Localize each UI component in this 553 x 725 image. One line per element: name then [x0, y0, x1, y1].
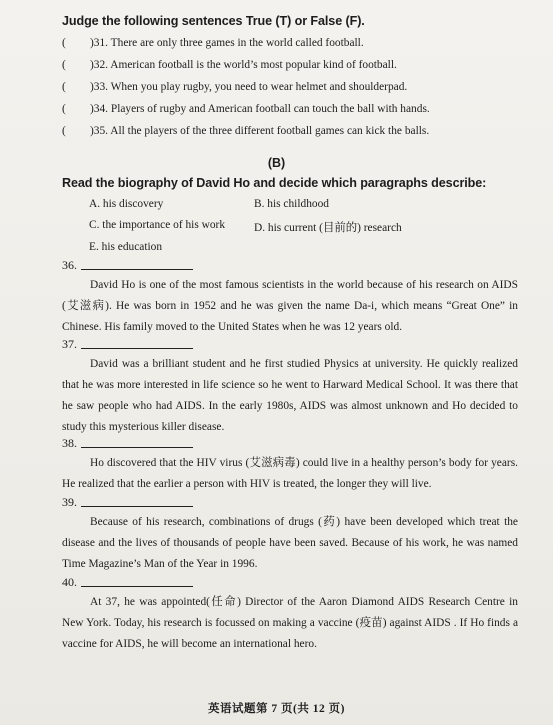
- tf-item-text: )33. When you play rugby, you need to wear helmet and shoulderpad.: [90, 81, 408, 93]
- question-36: [62, 258, 193, 273]
- tf-item-35: [62, 125, 429, 137]
- question-40: [62, 575, 193, 590]
- paragraph-39: Because of his research, combinations of drugs (药) have been developed which treat the disease and the lives of thousands of people have been saved. Because of his work, he was named Time Magazine’s Man of the Year in 1996.: [62, 516, 518, 570]
- answer-paren[interactable]: (: [62, 125, 66, 137]
- tf-item-32: [62, 59, 397, 71]
- tf-item-text: )31. There are only three games in the world called football.: [90, 37, 364, 49]
- paragraph-36: David Ho is one of the most famous scientists in the world because of his research on AIDS (艾滋病). He was born in 1952 and he was given the name Da-i, which means “Great One” in Chinese. His family moved to the United States when he was 12 years old.: [62, 279, 518, 333]
- option-e: E. his education: [89, 241, 163, 253]
- question-39: [62, 495, 193, 510]
- question-number: 39.: [62, 495, 77, 509]
- paragraph-37: David was a brilliant student and he first studied Physics at university. He quickly realized that he was more interested in life science so he went to Harward Medical School. It was there that he saw people who had AIDS. In the early 1980s, AIDS was almost unknown and Ho decided to study this mysterious killer disease.: [62, 358, 518, 433]
- option-d: D. his current (目前的) research: [254, 222, 402, 234]
- section-b-label: (B): [267, 156, 286, 170]
- tf-item-text: )35. All the players of the three different football games can kick the balls.: [90, 125, 430, 137]
- answer-blank[interactable]: [81, 586, 193, 587]
- page-footer: 英语试题第 7 页(共 12 页): [208, 703, 345, 715]
- answer-blank[interactable]: [81, 506, 193, 507]
- tf-item-34: [62, 103, 430, 115]
- question-number: 37.: [62, 337, 77, 351]
- option-a: A. his discovery: [89, 198, 164, 210]
- option-c: C. the importance of his work: [89, 219, 226, 231]
- paragraph-40: At 37, he was appointed(任命) Director of the Aaron Diamond AIDS Research Centre in New York. Today, his research is focussed on making a vaccine (疫苗) against AIDS . If Ho finds a vaccine for AIDS, he will become an international hero.: [62, 596, 518, 650]
- tf-item-text: )32. American football is the world’s most popular kind of football.: [90, 59, 397, 71]
- answer-paren[interactable]: (: [62, 81, 66, 93]
- tf-item-31: [62, 37, 364, 49]
- answer-blank[interactable]: [81, 348, 193, 349]
- answer-blank[interactable]: [81, 447, 193, 448]
- tf-item-text: )34. Players of rugby and American football can touch the ball with hands.: [90, 103, 430, 115]
- tf-item-33: [62, 81, 407, 93]
- answer-paren[interactable]: (: [62, 59, 66, 71]
- answer-paren[interactable]: (: [62, 103, 66, 115]
- part-a-instruction: Judge the following sentences True (T) or False (F).: [62, 14, 365, 28]
- question-number: 40.: [62, 575, 77, 589]
- question-number: 36.: [62, 258, 77, 272]
- answer-blank[interactable]: [81, 269, 193, 270]
- paragraph-38: Ho discovered that the HIV virus (艾滋病毒) could live in a healthy person’s body for years. He realized that the earlier a person with HIV is treated, the longer they will live.: [62, 457, 518, 490]
- question-37: [62, 337, 193, 352]
- option-b: B. his childhood: [254, 198, 329, 210]
- answer-paren[interactable]: (: [62, 37, 66, 49]
- question-38: [62, 436, 193, 451]
- question-number: 38.: [62, 436, 77, 450]
- part-b-instruction: Read the biography of David Ho and decide which paragraphs describe:: [62, 176, 487, 190]
